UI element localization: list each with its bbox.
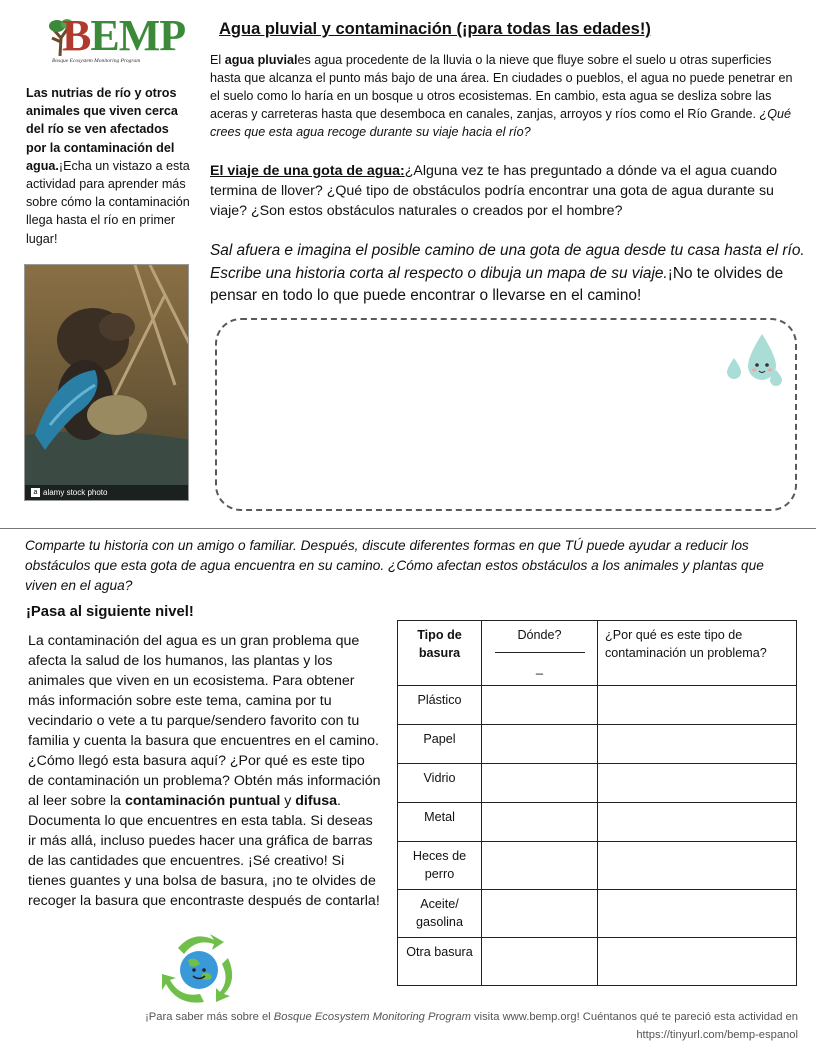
why-cell[interactable] xyxy=(598,890,797,938)
table-row: Metal xyxy=(398,803,797,842)
bemp-logo xyxy=(48,11,186,70)
where-cell[interactable] xyxy=(482,938,598,986)
where-cell[interactable] xyxy=(482,803,598,842)
logo-wordmark: BEMP xyxy=(62,11,186,60)
where-cell[interactable] xyxy=(482,764,598,803)
sidebar-text: Las nutrias de río y otros animales que viven cerca del río se ven afectados por la contaminación del agua.¡Echa un vistazo a esta actividad para aprender más sobre cómo la contaminación llega hasta el río en primer lugar! xyxy=(26,86,190,246)
why-cell[interactable] xyxy=(598,803,797,842)
next-level-heading: ¡Pasa al siguiente nivel! xyxy=(26,604,194,620)
header-where: Dónde? _ xyxy=(482,621,598,686)
trash-tally-table xyxy=(397,620,797,986)
recycle-earth-icon xyxy=(158,930,240,1006)
next-level-paragraph: La contaminación del agua es un gran problema que afecta la salud de los humanos, las plantas y los animales que viven en un ecosistema. Para obtener más información sobre este tema, camina por tu vecindario o vete a tu parque/sendero favorito con tu familia y cuenta la basura que encuentres en el camino. ¿Cómo llegó esta basura aquí? ¿Por qué es este tipo de contaminación un problema? Obtén más información al leer sobre la contaminación puntual y difusa. Documenta lo que encuentres en esta tabla. Si deseas ir más allá, incluso puedes hacer una gráfica de barras de las cantidades que encuentres. ¡Sé creativo! Si tienes guantes y una bolsa de basura, ¡no te olvides de recoger la basura que encontraste después de contarla! xyxy=(28,633,381,909)
where-cell[interactable] xyxy=(482,686,598,725)
header-why: ¿Por qué es este tipo de contaminación un problema? xyxy=(598,621,797,686)
table-row: Plástico xyxy=(398,686,797,725)
table-row: Vidrio xyxy=(398,764,797,803)
where-cell[interactable] xyxy=(482,890,598,938)
intro-paragraph: El agua pluviales agua procedente de la lluvia o la nieve que fluye sobre el suelo u otras superficies hasta que alcanza el punto más bajo de una área. En ciudades o pueblos, el agua no puede penetrar en el suelo como lo haría en un bosque u otros ecosistemas. En cambio, esta agua se desliza sobre las aceras y carreteras hasta que desemboca en canales, zanjas, arroyos y ríos como el Río Grande. ¿Qué crees que esta agua recoge durante su viaje hacia el río? xyxy=(210,53,793,139)
table-row: Aceite/ gasolina xyxy=(398,890,797,938)
imagine-paragraph: Sal afuera e imagina el posible camino de una gota de agua desde tu casa hasta el río. Escribe una historia corta al respecto o dibuja un mapa de su viaje.¡No te olvides de pensar en todo lo que puede encontrar o llevarse en el camino! xyxy=(210,242,805,304)
where-cell[interactable] xyxy=(482,842,598,890)
why-cell[interactable] xyxy=(598,764,797,803)
where-cell[interactable] xyxy=(482,725,598,764)
page-title: Agua pluvial y contaminación (¡para todas las edades!) xyxy=(219,20,651,38)
share-paragraph: Comparte tu historia con un amigo o familiar. Después, discute diferentes formas en que TÚ puede ayudar a reducir los obstáculos que esta gota de agua encuentra en su camino. ¿Cómo afectan estos obstáculos a los animales y plantas que viven en el agua? xyxy=(25,538,764,593)
story-drawing-area[interactable] xyxy=(215,318,797,511)
logo-tagline: Bosque Ecosystem Monitoring Program xyxy=(52,58,141,64)
why-cell[interactable] xyxy=(598,686,797,725)
why-cell[interactable] xyxy=(598,725,797,764)
why-cell[interactable] xyxy=(598,842,797,890)
table-row: Heces de perro xyxy=(398,842,797,890)
water-drop-icon xyxy=(724,330,786,386)
table-header-row xyxy=(398,621,797,686)
table-row: Otra basura xyxy=(398,938,797,986)
header-type: Tipo de basura xyxy=(398,621,482,686)
section-divider xyxy=(0,528,816,529)
photo-credit: a alamy stock photo xyxy=(25,485,188,500)
journey-paragraph: El viaje de una gota de agua:¿Alguna vez te has preguntado a dónde va el agua cuando termina de llover? ¿Qué tipo de obstáculos podría encontrar una gota de agua durante su viaje? ¿Son estos obstáculos naturales o creados por el hombre? xyxy=(210,163,778,219)
otter-photo xyxy=(24,264,189,501)
table-row: Papel xyxy=(398,725,797,764)
footer-note: ¡Para saber más sobre el Bosque Ecosystem Monitoring Program visita www.bemp.org! Cuéntanos qué te pareció esta actividad en https://tinyurl.com/bemp-espanol xyxy=(145,1011,798,1041)
why-cell[interactable] xyxy=(598,938,797,986)
